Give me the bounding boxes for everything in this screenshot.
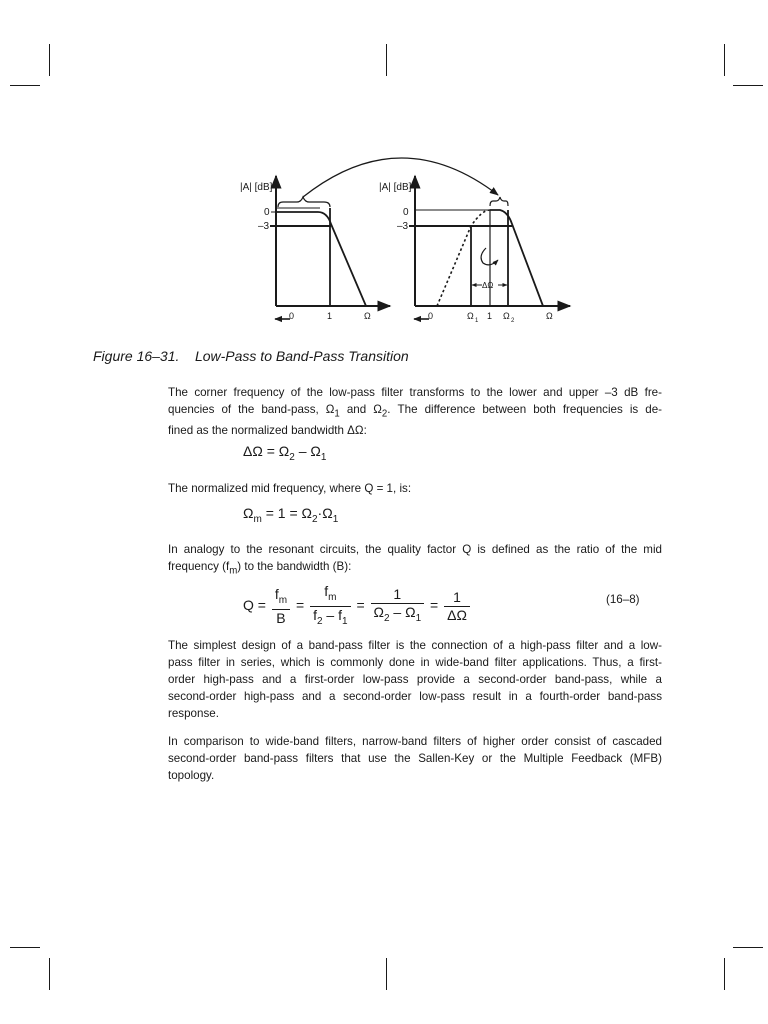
text-line: order high-pass and a first-order low-pass provide a second-order band-pass, while a (168, 673, 662, 686)
passband-brace (278, 197, 330, 207)
text-line: topology. (168, 769, 215, 782)
text-line: second-order high-pass and a second-order low-pass result in a fourth-order band-pass (168, 690, 662, 703)
text-line: The corner frequency of the low-pass filter transforms to the lower and upper –3 dB fre- (168, 386, 662, 399)
crop-mark (386, 958, 387, 990)
paragraph-narrow-band (168, 733, 662, 784)
text-line: The normalized mid frequency, where Q = 1, is: (168, 482, 412, 495)
left-y-tick-minus3: –3 (258, 221, 270, 232)
fraction: $\frac{f_m}{f_2 - f_1}$ (310, 584, 350, 629)
paragraph-quality-factor (168, 541, 662, 579)
text-line: response. (168, 707, 219, 720)
right-x-tick-1: 1 (487, 311, 493, 321)
left-x-tick-1: 1 (327, 311, 333, 321)
equation-bandwidth: $\Delta\Omega = \Omega_2 - \Omega_1$ (243, 443, 327, 463)
fraction: $\frac{f_m}{B}$ (272, 587, 290, 626)
equation-quality-factor: Q = $\frac{f_m}{B}$ = $\frac{f_m}{f_2 - f_1}$ = $\frac{1}{\Omega_2 - \Omega_1}$ = $\frac{1}{\Delta\Omega}$ (243, 584, 472, 629)
right-x-tick-0: 0 (428, 311, 434, 321)
left-x-tick-0: 0 (289, 311, 295, 321)
right-x-tick-omega2: Ω (503, 311, 510, 321)
right-x-tick-omega1: Ω (467, 311, 474, 321)
right-y-axis-label: |A| [dB] (379, 182, 412, 193)
bandpass-plot (409, 176, 570, 319)
lowpass-to-bandpass-figure (0, 0, 768, 340)
crop-mark (733, 947, 763, 948)
fraction: $\frac{1}{\Omega_2 - \Omega_1}$ (371, 587, 425, 626)
crop-mark (10, 947, 40, 948)
text-line: fined as the normalized bandwidth ΔΩ: (168, 424, 367, 438)
text-line: quencies of the band-pass, $\Omega_1$ and $\Omega_2$. The difference between both frequencies is de- (168, 403, 662, 420)
figure-caption: Figure 16–31. Low-Pass to Band-Pass Transition (93, 348, 409, 364)
bandpass-upper (490, 210, 543, 306)
right-y-tick-0: 0 (403, 207, 409, 218)
text-line: In analogy to the resonant circuits, the quality factor Q is defined as the ratio of the mid (168, 543, 662, 556)
left-x-tick-omega: Ω (364, 311, 371, 321)
right-y-tick-minus3: –3 (397, 221, 409, 232)
crop-mark (724, 958, 725, 990)
text-line: The simplest design of a band-pass filter is the connection of a high-pass filter and a low- (168, 639, 662, 652)
lowpass-plot (270, 176, 390, 319)
left-y-tick-0: 0 (264, 207, 270, 218)
crop-mark (49, 958, 50, 990)
paragraph-mid-frequency (168, 480, 662, 497)
text-line: pass filter in series, which is commonly done in wide-band filter applications. Thus, a first- (168, 656, 662, 669)
fraction: $\frac{1}{\Delta\Omega}$ (444, 590, 470, 623)
passband-brace (490, 197, 508, 206)
text-line: frequency $(f_m)$ to the bandwidth (B): (168, 560, 352, 577)
bandpass-lower-slope (437, 210, 490, 306)
right-x-tick-omega2-sub: 2 (511, 318, 515, 324)
delta-omega-label: ΔΩ (482, 281, 494, 290)
right-x-tick-omega: Ω (546, 311, 553, 321)
equation-mid-frequency: $\Omega_m = 1 = \Omega_2\cdot\Omega_1$ (243, 505, 339, 525)
left-y-axis-label: |A| [dB] (240, 182, 273, 193)
paragraph-simplest-design (168, 637, 662, 722)
text-line: second-order band-pass filters that use the Sallen-Key or the Multiple Feedback (MFB) (168, 752, 662, 765)
right-x-tick-omega1-sub: 1 (475, 318, 479, 324)
paragraph-corner-frequency (168, 384, 662, 439)
equation-number: (16–8) (606, 593, 640, 606)
text-line: In comparison to wide-band filters, narrow-band filters of higher order consist of cascaded (168, 735, 662, 748)
